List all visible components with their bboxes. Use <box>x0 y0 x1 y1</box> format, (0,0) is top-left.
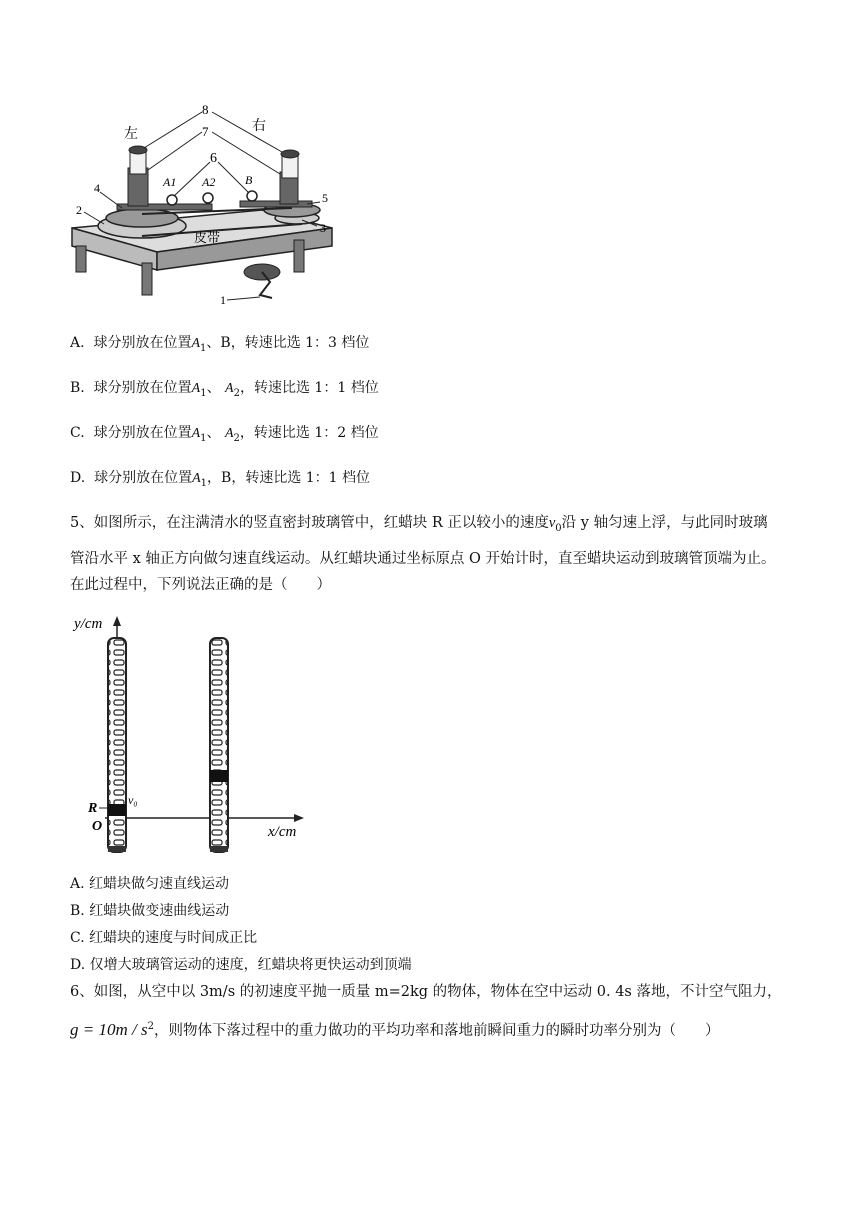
position-a1-sub: 1 <box>200 432 207 444</box>
label-1: 1 <box>220 293 226 307</box>
position-a2-sub: 2 <box>233 432 240 444</box>
option-prefix: 球分别放在位置 <box>93 335 192 351</box>
q6-text-rest: ，则物体下落过程中的重力做功的平均功率和落地前瞬间重力的瞬时功率分别为（ ） <box>153 1022 720 1039</box>
right-arm <box>240 201 312 207</box>
label-left: 左 <box>124 127 138 142</box>
label-6: 6 <box>210 151 217 166</box>
position-a1: A <box>191 426 201 441</box>
q5-stem-line1 <box>70 513 768 539</box>
g-expression: g = 10m / s <box>70 1019 148 1039</box>
position-a1: A <box>192 471 201 486</box>
y-axis-arrow <box>113 616 121 626</box>
tube-right <box>210 638 228 852</box>
q5-stem-line2: 管沿水平 x 轴正方向做匀速直线运动。从红蜡块通过坐标原点 O 开始计时，直至蜡块运动到玻璃管顶端为止。 <box>70 551 776 567</box>
red-wax-block-right <box>210 770 228 782</box>
y-axis-label: y/cm <box>74 616 103 632</box>
option-suffix: 转速比选 1：3 档位 <box>244 335 370 351</box>
ball-a1 <box>167 195 177 205</box>
position-a2: A <box>224 426 234 441</box>
q5-text-a: 5、如图所示，在注满清水的竖直密封玻璃管中，红蜡块 R 正以较小的速度 <box>70 515 549 531</box>
q5-text-b: 沿 y 轴匀速上浮，与此同时玻璃 <box>561 515 768 531</box>
position-a1: A <box>191 336 201 351</box>
q5-option-c: C. 红蜡块的速度与时间成正比 <box>70 930 258 946</box>
label-2: 2 <box>76 203 82 217</box>
option-letter: D. <box>70 470 86 486</box>
option-letter: B. <box>70 380 85 396</box>
v0-sub: 0 <box>555 522 562 534</box>
red-wax-block-left <box>108 804 126 816</box>
q4-option-c <box>70 423 379 449</box>
glass-tube-figure <box>70 608 310 860</box>
leader-8-left <box>144 112 202 148</box>
label-r: R <box>88 801 98 816</box>
tube-left <box>108 638 126 852</box>
position-a2-sub: 2 <box>233 387 240 399</box>
left-disk <box>106 209 178 227</box>
q5-option-a: A. 红蜡块做匀速直线运动 <box>70 876 230 892</box>
leader-8-right <box>212 112 282 152</box>
ball-b <box>247 191 257 201</box>
label-4: 4 <box>94 181 100 195</box>
tube-right-bottom-cap <box>210 846 228 852</box>
option-letter: C. <box>70 425 85 441</box>
position-a1-sub: 1 <box>200 387 207 399</box>
position-a1: A <box>191 381 201 396</box>
label-a1: A1 <box>163 175 177 189</box>
x-axis-label: x/cm <box>268 824 297 840</box>
label-v0: v₀ <box>128 793 138 807</box>
leader-7-right <box>212 132 280 174</box>
q4-option-a <box>70 333 369 359</box>
label-3: 3 <box>320 221 326 235</box>
position-a1-sub: 1 <box>200 477 208 489</box>
label-b: B <box>245 173 253 187</box>
label-right: 右 <box>252 119 266 134</box>
left-cap <box>129 146 147 154</box>
option-suffix: ，转速比选 1：2 档位 <box>239 425 379 441</box>
leg-back-right <box>294 240 304 272</box>
option-prefix: 球分别放在位置 <box>94 470 193 486</box>
q5-option-d: D. 仅增大玻璃管运动的速度，红蜡块将更快运动到顶端 <box>70 957 412 973</box>
leg-front-left <box>76 246 86 272</box>
q5-stem-line3: 在此过程中，下列说法正确的是（ ） <box>70 577 331 593</box>
q4-option-b <box>70 378 379 404</box>
leader-1 <box>227 297 260 300</box>
x-axis-arrow <box>294 814 304 822</box>
option-suffix: ，转速比选 1：1 档位 <box>239 380 379 396</box>
leg-front-right <box>142 263 152 295</box>
leader-7-left <box>148 132 202 170</box>
option-sep: 、 <box>206 425 221 441</box>
option-letter: A. <box>70 335 85 351</box>
label-a2: A2 <box>202 175 216 189</box>
label-o: O <box>92 819 103 834</box>
tube-left-bottom-cap <box>108 846 126 852</box>
g-exponent: 2 <box>147 1021 154 1032</box>
option-prefix: 球分别放在位置 <box>93 380 192 396</box>
label-8: 8 <box>202 102 209 117</box>
position-a2: A <box>225 381 234 396</box>
leader-4 <box>100 192 122 208</box>
label-7: 7 <box>202 124 209 139</box>
ball-a2 <box>203 193 213 203</box>
option-prefix: 球分别放在位置 <box>93 425 192 441</box>
option-sep: 、 <box>206 380 221 396</box>
q6-stem-line1: 6、如图，从空中以 3m/s 的初速度平抛一质量 m=2kg 的物体，物体在空中运动 0. 4s 落地，不计空气阻力， <box>70 984 782 1000</box>
q6-stem-line2 <box>70 1017 719 1041</box>
q4-option-d <box>70 468 370 494</box>
leader-6-b <box>218 162 248 192</box>
position-a1-sub: 1 <box>200 342 207 354</box>
apparatus-figure <box>62 100 352 315</box>
option-sep: 、B， <box>206 335 245 351</box>
right-cap <box>281 150 299 158</box>
leader-2 <box>84 212 104 224</box>
label-belt: 皮带 <box>194 230 221 245</box>
option-sep: ，B， <box>207 470 246 486</box>
option-suffix: 转速比选 1：1 档位 <box>245 470 371 486</box>
q5-option-b: B. 红蜡块做变速曲线运动 <box>70 903 230 919</box>
v0-symbol: v <box>548 515 556 531</box>
label-5: 5 <box>322 191 328 205</box>
